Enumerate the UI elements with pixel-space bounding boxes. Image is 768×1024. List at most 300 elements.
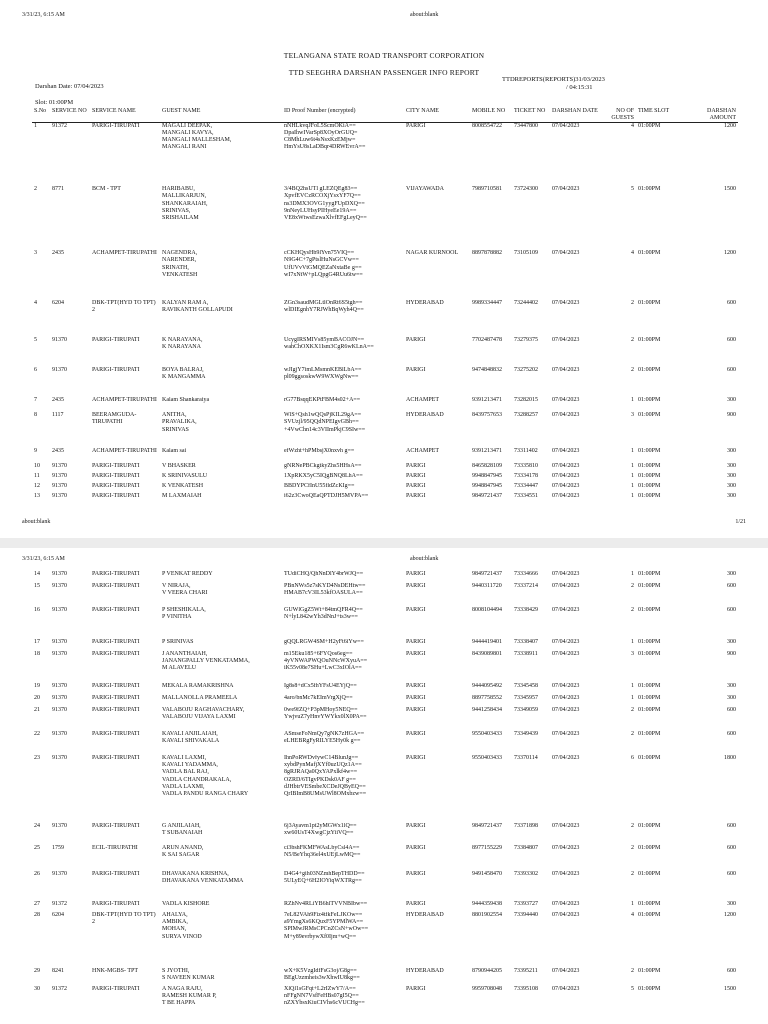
mobile-cell: 7702487478 <box>472 337 502 344</box>
guest-name-cell-line: ANITHA, <box>162 412 187 419</box>
id-proof-cell <box>282 463 404 473</box>
mobile-cell: 9391213471 <box>472 448 502 455</box>
table-row <box>32 483 738 493</box>
table-row <box>32 912 738 968</box>
id-proof-cell <box>282 912 404 968</box>
id-proof-cell-line: nZXYbsxKiuCIVhs6cVUCHg== <box>284 1000 365 1007</box>
mobile-cell: 9948847945 <box>472 483 502 490</box>
darshan-date-cell: 07/04/2023 <box>552 683 580 689</box>
darshan-date-cell: 07/04/2023 <box>552 337 580 344</box>
mobile-cell: 8897878882 <box>472 250 502 257</box>
service-no-cell: 91370 <box>52 707 67 713</box>
city-cell: PARIGI <box>406 901 426 907</box>
service-no-cell: 91372 <box>52 901 67 907</box>
time-slot-cell: 01:00PM <box>638 607 661 613</box>
service-name-cell: PARIGI-TIRUPATI <box>92 463 140 470</box>
city-cell: PARIGI <box>406 639 426 645</box>
id-proof-cell <box>282 250 404 300</box>
ticket-cell: 73334551 <box>514 493 538 500</box>
service-no-cell: 8241 <box>52 968 64 974</box>
table-row <box>32 695 738 707</box>
darshan-date-cell: 07/04/2023 <box>552 367 580 374</box>
id-proof-cell-line: Ig8s8+dCx5fhYFsU4EYjQ== <box>284 683 357 689</box>
service-name-cell: PARIGI-TIRUPATI <box>92 731 140 737</box>
guest-name-cell-line: A NAGA RAJU, <box>162 986 203 992</box>
ticket-cell: 73244402 <box>514 300 538 307</box>
sno-cell: 3 <box>34 250 37 257</box>
id-proof-cell <box>282 871 404 901</box>
time-slot-cell: 01:00PM <box>638 755 661 761</box>
city-cell: PARIGI <box>406 367 426 374</box>
amount-cell: 600 <box>727 707 736 713</box>
mobile-cell: 8790944205 <box>472 968 502 974</box>
mobile-cell: 9440311720 <box>472 583 502 589</box>
service-no-cell: 91370 <box>52 871 67 877</box>
sno-cell: 15 <box>34 583 40 589</box>
guests-cell: 2 <box>631 731 634 737</box>
table-row <box>32 651 738 683</box>
sno-cell: 2 <box>34 186 37 193</box>
id-proof-cell-line: 4yVNWAPWQOuNNcWXyuA== <box>284 658 368 665</box>
service-name-cell: PARIGI-TIRUPATI <box>92 755 140 761</box>
service-name-cell: PARIGI-TIRUPATI <box>92 823 140 829</box>
service-name-cell: PARIGI-TIRUPATI <box>92 707 140 713</box>
darshan-date-cell: 07/04/2023 <box>552 871 580 877</box>
service-name-cell: PARIGI-TIRUPATI <box>92 986 140 992</box>
service-name-cell: PARIGI-TIRUPATI <box>92 337 140 344</box>
guest-name-cell <box>160 845 282 871</box>
col-sno-header: S.No <box>32 108 50 122</box>
id-proof-cell <box>282 337 404 367</box>
darshan-date-cell: 07/04/2023 <box>552 651 580 657</box>
guest-name-cell-line: RAMESH KUMAR P, <box>162 993 217 1000</box>
guest-name-cell <box>160 571 282 583</box>
ticket-cell: 73335810 <box>514 463 538 470</box>
guest-name-cell-line: RAVIKANTH GOLLAPUDI <box>162 307 233 314</box>
time-slot-cell: 01:00PM <box>638 493 661 500</box>
ticket-cell: 73395211 <box>514 968 538 974</box>
sno-cell: 28 <box>34 912 40 918</box>
time-slot-cell: 01:00PM <box>638 300 661 307</box>
id-proof-cell <box>282 968 404 986</box>
sno-cell: 22 <box>34 731 40 737</box>
id-proof-cell-line: SVUzjl/95QQdNPEIgvGBh== <box>284 419 359 426</box>
guests-cell: 4 <box>631 912 634 918</box>
id-proof-cell-line: XpvfEVCzRCOXjYsxYF7Q== <box>284 193 361 200</box>
id-proof-cell-line: XlQl1sGFqt+L2rIZwY7/A== <box>284 986 356 992</box>
guests-cell: 2 <box>631 871 634 877</box>
sno-cell: 20 <box>34 695 40 701</box>
id-proof-cell-line: cCKHQysHb9lYvn75VIQ== <box>284 250 355 257</box>
ticket-cell: 73282015 <box>514 397 538 404</box>
guest-name-cell-line: KAVALI SHIVAKALA <box>162 738 220 745</box>
guest-name-cell-line: J ANANTHAIAH, <box>162 651 208 657</box>
amount-cell: 300 <box>727 639 736 645</box>
table-row <box>32 683 738 695</box>
id-proof-cell <box>282 122 404 186</box>
ticket-cell: 73334178 <box>514 473 538 480</box>
service-no-cell: 91370 <box>52 607 67 613</box>
id-proof-cell <box>282 823 404 845</box>
darshan-date-cell: 07/04/2023 <box>552 707 580 713</box>
amount-cell: 300 <box>727 463 736 470</box>
guest-name-cell-line: MEKALA RAMAKRISHNA <box>162 683 234 689</box>
service-no-cell: 91370 <box>52 755 67 761</box>
sno-cell: 10 <box>34 463 40 470</box>
time-slot-cell: 01:00PM <box>638 986 661 992</box>
guest-name-cell-line: K NARAYANA, <box>162 337 203 344</box>
id-proof-cell-line: HmYsU8sLaDBqr4DRWEvrA== <box>284 144 366 151</box>
service-name-cell: PARIGI-TIRUPATI <box>92 695 140 701</box>
id-proof-cell-line: wI7xNtW+pLQpgG4RUu6tw== <box>284 271 363 278</box>
guest-name-cell <box>160 968 282 986</box>
id-proof-cell-line: nNHLkvqJFoL5ScmOKiA== <box>284 122 356 129</box>
col-id-proof-header: ID Proof Number (encrypted) <box>282 108 404 122</box>
city-cell: PARIGI <box>406 463 426 470</box>
darshan-date-cell: 07/04/2023 <box>552 639 580 645</box>
darshan-date-cell: 07/04/2023 <box>552 483 580 490</box>
id-proof-cell-line: HMAB7cV3IL53kfOASULA== <box>284 590 363 597</box>
id-proof-cell <box>282 448 404 463</box>
table-row <box>32 473 738 483</box>
city-cell: HYDERABAD <box>406 412 444 419</box>
guests-cell: 1 <box>631 571 634 577</box>
service-no-cell: 1759 <box>52 845 64 851</box>
id-proof-cell-line: UcygIRSMIVs85ymBACOJN== <box>284 337 365 344</box>
table-row <box>32 871 738 901</box>
guest-name-cell-line: P SHESHIKALA, <box>162 607 206 613</box>
amount-cell: 600 <box>727 845 736 851</box>
sno-cell: 7 <box>34 397 37 404</box>
darshan-date-cell: 07/04/2023 <box>552 250 580 257</box>
table-row <box>32 300 738 337</box>
service-no-cell: 6204 <box>52 912 64 918</box>
guest-name-cell-line: SURYA VINOD <box>162 933 202 940</box>
city-cell: PARIGI <box>406 871 426 877</box>
service-name-cell: PARIGI-TIRUPATI <box>92 607 140 613</box>
col-mobile-header: MOBILE NO <box>470 108 512 122</box>
guest-name-cell-line: V VEERA CHARI <box>162 590 208 597</box>
ticket-cell: 73393727 <box>514 901 538 907</box>
id-proof-cell-line: gQQLRGW4SM+H2yFt6iYw== <box>284 639 364 645</box>
id-proof-cell <box>282 731 404 755</box>
mobile-cell: 8439089801 <box>472 651 502 657</box>
guests-cell: 1 <box>631 683 634 689</box>
amount-cell: 300 <box>727 448 736 455</box>
report-title: TTD SEEGHRA DARSHAN PASSENGER INFO REPORT <box>288 68 480 77</box>
guest-name-cell-line: VADLA BAL RAJ, <box>162 769 209 776</box>
amount-cell: 300 <box>727 493 736 500</box>
service-name-cell: PARIGI-TIRUPATI <box>92 122 140 129</box>
org-title: TELANGANA STATE ROAD TRANSPORT CORPORATION <box>283 51 485 60</box>
amount-cell: 600 <box>727 300 736 307</box>
darshan-date-cell: 07/04/2023 <box>552 607 580 613</box>
mobile-cell: 9444095492 <box>472 683 502 689</box>
service-no-cell: 91370 <box>52 639 67 645</box>
mobile-cell: 9444419401 <box>472 639 502 645</box>
id-proof-cell-line: YwjvuZ7yHnvYWYkx0lX0PA== <box>284 714 367 721</box>
service-no-cell: 2435 <box>52 397 64 404</box>
id-proof-cell-line: a9YmgXs6KQuxF5YPMlWA== <box>284 919 364 926</box>
guests-cell: 1 <box>631 397 634 404</box>
city-cell: PARIGI <box>406 583 426 589</box>
mobile-cell: 8801902554 <box>472 912 502 918</box>
city-cell: PARIGI <box>406 755 426 761</box>
id-proof-cell <box>282 367 404 397</box>
id-proof-cell-line: ns3DMX3OVG1yygFUpDXQ== <box>284 200 365 207</box>
city-cell: PARIGI <box>406 122 426 129</box>
service-name-cell: PARIGI-TIRUPATI <box>92 583 140 589</box>
id-proof-cell-line: xybdPynMafjXYf0uzUQz1A== <box>284 762 362 769</box>
service-name-cell: PARIGI-TIRUPATI <box>92 871 140 877</box>
id-proof-cell-line: BBDYPCfInU55fldZcKIg== <box>284 483 355 490</box>
ticket-cell: 73105109 <box>514 250 538 257</box>
guests-cell: 2 <box>631 337 634 344</box>
amount-cell: 300 <box>727 397 736 404</box>
mobile-cell: 9849721437 <box>472 493 502 500</box>
sno-cell: 29 <box>34 968 40 974</box>
guest-name-cell <box>160 463 282 473</box>
guest-name-cell-line: SHANKARAIAH, <box>162 200 208 207</box>
id-proof-cell-line: TUdiCHQ/QhNnDlY4brWJQ== <box>284 571 364 577</box>
guest-name-cell <box>160 583 282 607</box>
guest-name-cell <box>160 607 282 639</box>
id-proof-cell <box>282 639 404 651</box>
print-footer <box>22 519 746 525</box>
service-name-cell: PARIGI-TIRUPATI <box>92 367 140 374</box>
guest-name-cell-line: VENKATESH <box>162 271 198 278</box>
id-proof-cell-line: 9nNeyLUHsyPIHyeEe19A== <box>284 207 357 214</box>
amount-cell: 900 <box>727 412 736 419</box>
mobile-cell: 9444359438 <box>472 901 502 907</box>
city-cell: PARIGI <box>406 473 426 480</box>
guest-name-cell <box>160 186 282 250</box>
guests-cell: 2 <box>631 367 634 374</box>
guest-name-cell-line: S NAVEEN KUMAR <box>162 975 215 982</box>
col-service-no-header: SERVICE NO <box>50 108 90 122</box>
id-proof-cell-line: ASmseFoNmQy7gNK7zHGA== <box>284 731 365 737</box>
service-no-cell: 91370 <box>52 463 67 470</box>
id-proof-cell-line: wX+K5VzgIdfFsG3oj/G8g== <box>284 968 357 974</box>
sno-cell: 5 <box>34 337 37 344</box>
guest-name-cell-line: VADLA KISHORE <box>162 901 210 907</box>
time-slot-cell: 01:00PM <box>638 367 661 374</box>
city-cell: HYDERABAD <box>406 300 444 307</box>
report-time: / 04:15:31 <box>566 84 593 91</box>
city-cell: PARIGI <box>406 695 426 701</box>
sno-cell: 18 <box>34 651 40 657</box>
table-row <box>32 901 738 912</box>
amount-cell: 300 <box>727 473 736 480</box>
service-name-cell: PARIGI-TIRUPATI <box>92 651 140 657</box>
table-row <box>32 639 738 651</box>
service-no-cell: 91370 <box>52 337 67 344</box>
table-row <box>32 463 738 473</box>
darshan-date-cell: 07/04/2023 <box>552 695 580 701</box>
guest-name-cell <box>160 337 282 367</box>
guest-name-cell-line: NARENDER, <box>162 257 197 264</box>
guests-cell: 2 <box>631 823 634 829</box>
footer-url: about:blank <box>22 519 51 525</box>
passenger-table <box>32 571 738 1016</box>
ticket-cell: 73447800 <box>514 122 538 129</box>
sno-cell: 24 <box>34 823 40 829</box>
guest-name-cell-line: KALYAN RAM A, <box>162 300 209 307</box>
id-proof-cell-line: xw60UsT4XwgCjzYiiVQ== <box>284 830 354 837</box>
service-no-cell: 91370 <box>52 473 67 480</box>
service-name-cell: PARIGI-TIRUPATI <box>92 639 140 645</box>
id-proof-cell <box>282 412 404 448</box>
time-slot-cell: 01:00PM <box>638 397 661 404</box>
guest-name-cell-line: KAVALI YADAMMA, <box>162 762 218 769</box>
time-slot-cell: 01:00PM <box>638 583 661 589</box>
id-proof-cell-line: 7eL82VAh9Fiz4tfkFeLJKOw== <box>284 912 363 918</box>
guests-cell: 2 <box>631 607 634 613</box>
ticket-cell: 73338407 <box>514 639 538 645</box>
city-cell: HYDERABAD <box>406 912 444 918</box>
guest-name-cell <box>160 122 282 186</box>
ticket-cell: 73334447 <box>514 483 538 490</box>
guest-name-cell-line: PRAVALIKA, <box>162 419 197 426</box>
guest-name-cell <box>160 755 282 823</box>
time-slot-cell: 01:00PM <box>638 448 661 455</box>
id-proof-cell-line: DpaIhwIVarSp8XOyOrGUQ= <box>284 129 358 136</box>
guest-name-cell-line: SRINIVAS, <box>162 207 191 214</box>
amount-cell: 600 <box>727 583 736 589</box>
table-row <box>32 397 738 412</box>
darshan-date-cell: 07/04/2023 <box>552 397 580 404</box>
guest-name-cell-line: P VENKAT REDDY <box>162 571 213 577</box>
amount-cell: 300 <box>727 901 736 907</box>
table-row <box>32 583 738 607</box>
guests-cell: 1 <box>631 493 634 500</box>
id-proof-cell <box>282 300 404 337</box>
col-guests-header: NO OF GUESTS <box>602 108 636 122</box>
id-proof-cell <box>282 683 404 695</box>
darshan-date-cell: 07/04/2023 <box>552 583 580 589</box>
service-name-cell: DBK-TPT(HYD TO TPT) 2 <box>92 300 156 314</box>
ticket-cell: 73338429 <box>514 607 538 613</box>
ticket-cell: 73349439 <box>514 731 538 737</box>
service-name-cell: PARIGI-TIRUPATI <box>92 901 140 907</box>
service-name-cell: DBK-TPT(HYD TO TPT) 2 <box>92 912 156 926</box>
table-row <box>32 607 738 639</box>
service-name-cell: PARIGI-TIRUPATI <box>92 483 140 490</box>
guest-name-cell <box>160 300 282 337</box>
ticket-cell: 73394440 <box>514 912 538 918</box>
darshan-date-cell: 07/04/2023 <box>552 571 580 577</box>
guest-name-cell-line: VADLA CHANDRAKALA, <box>162 776 232 783</box>
col-darshan-date-header: DARSHAN DATE <box>550 108 602 122</box>
service-no-cell: 91370 <box>52 367 67 374</box>
guest-name-cell <box>160 412 282 448</box>
sno-cell: 9 <box>34 448 37 455</box>
time-slot-cell: 01:00PM <box>638 186 661 193</box>
service-name-cell: ACHAMPET-TIRUPATHI <box>92 448 157 455</box>
amount-cell: 1800 <box>724 755 736 761</box>
amount-cell: 1200 <box>724 250 736 257</box>
id-proof-cell-line: wahChOXKX1Ism3CgR6wKLnA== <box>284 344 374 351</box>
mobile-cell: 9989334447 <box>472 300 502 307</box>
darshan-date-cell: 07/04/2023 <box>552 186 580 193</box>
guest-name-cell <box>160 483 282 493</box>
guests-cell: 5 <box>631 986 634 992</box>
slot-label: Slot: 01:00PM <box>35 99 74 106</box>
time-slot-cell: 01:00PM <box>638 651 661 657</box>
sno-cell: 12 <box>34 483 40 490</box>
city-cell: PARIGI <box>406 986 426 992</box>
guest-name-cell-line: T BE HAPPA <box>162 1000 196 1007</box>
table-row <box>32 412 738 448</box>
service-name-cell: ACHAMPET-TIRUPATHI <box>92 250 157 257</box>
table-row <box>32 367 738 397</box>
sno-cell: 26 <box>34 871 40 877</box>
city-cell: ACHAMPET <box>406 448 440 455</box>
service-no-cell: 91372 <box>52 986 67 992</box>
darshan-date-cell: 07/04/2023 <box>552 986 580 992</box>
amount-cell: 1200 <box>724 122 736 129</box>
city-cell: PARIGI <box>406 571 426 577</box>
guest-name-cell-line: MALLANOLLA PRAMEELA <box>162 695 238 701</box>
amount-cell: 600 <box>727 968 736 974</box>
service-no-cell: 8771 <box>52 186 64 193</box>
service-name-cell: PARIGI-TIRUPATI <box>92 493 140 500</box>
ticket-cell: 73724300 <box>514 186 538 193</box>
ticket-cell: 73334666 <box>514 571 538 577</box>
guest-name-cell-line: DHAVAKANA VENKATAMMA <box>162 878 244 885</box>
id-proof-cell <box>282 493 404 503</box>
guest-name-cell <box>160 731 282 755</box>
guest-name-cell-line: P VINITHA <box>162 614 192 621</box>
id-proof-cell <box>282 845 404 871</box>
amount-cell: 600 <box>727 367 736 374</box>
time-slot-cell: 01:00PM <box>638 912 661 918</box>
guest-name-cell-line: T SUBANAIAH <box>162 830 203 837</box>
sno-cell: 8 <box>34 412 37 419</box>
sno-cell: 16 <box>34 607 40 613</box>
service-no-cell: 2435 <box>52 250 64 257</box>
report-ref: TTDREPORTS(REPORTS)31/03/2023 <box>502 76 605 83</box>
guest-name-cell <box>160 912 282 968</box>
time-slot-cell: 01:00PM <box>638 731 661 737</box>
mobile-cell: 8008104494 <box>472 607 502 613</box>
guest-name-cell-line: HARIBABU, <box>162 186 195 193</box>
guests-cell: 2 <box>631 300 634 307</box>
id-proof-cell <box>282 651 404 683</box>
darshan-date: Darshan Date: 07/04/2023 <box>35 83 104 90</box>
guest-name-cell-line: M ALAVELU <box>162 665 197 672</box>
guest-name-cell-line: MALLIKARJUN, <box>162 193 207 200</box>
amount-cell: 600 <box>727 871 736 877</box>
guests-cell: 1 <box>631 695 634 701</box>
guest-name-cell-line: K SAI SAGAR <box>162 852 200 859</box>
id-proof-cell-line: UfUVvVtGMQEZaNxtaBe g== <box>284 264 362 271</box>
amount-cell: 1200 <box>724 912 736 918</box>
guest-name-cell <box>160 901 282 912</box>
guest-name-cell-line: KAVALI LAXMI, <box>162 755 207 761</box>
guest-name-cell-line: NAGENDRA, <box>162 250 198 257</box>
guest-name-cell-line: K SRINIVASULU <box>162 473 208 480</box>
id-proof-cell-line: D4G4+gih03NZmhBepTHDD== <box>284 871 365 877</box>
ticket-cell: 73349059 <box>514 707 538 713</box>
col-city-header: CITY NAME <box>404 108 470 122</box>
id-proof-cell <box>282 695 404 707</box>
amount-cell: 600 <box>727 607 736 613</box>
mobile-cell: 9849721437 <box>472 823 502 829</box>
service-no-cell: 91370 <box>52 651 67 657</box>
guest-name-cell <box>160 397 282 412</box>
guest-name-cell-line: MANGALI KAVYA, <box>162 129 214 136</box>
